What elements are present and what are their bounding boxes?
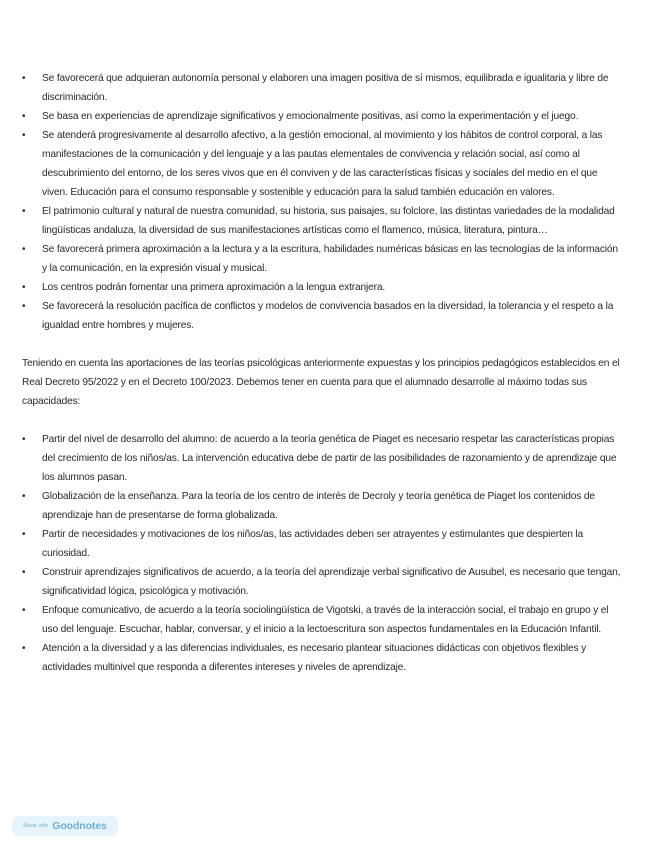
principles-list [22, 69, 622, 335]
spacer [22, 335, 622, 354]
list-item: • Se favorecerá que adquieran autonomía personal y elaboren una imagen positiva de sí mismos, equilibrada e igualitaria y libre de discriminación. [22, 69, 622, 107]
badge-brand: Goodnotes [52, 820, 107, 832]
list-item: • Se favorecerá la resolución pacífica de conflictos y modelos de convivencia basados en la diversidad, la tolerancia y el respeto a la igualdad entre hombres y mujeres. [22, 297, 622, 335]
document-content [22, 69, 622, 677]
goodnotes-badge[interactable] [12, 816, 118, 836]
badge-made-with: Made with [23, 823, 49, 829]
list-item: • Construir aprendizajes significativos de acuerdo, a la teoría del aprendizaje verbal significativo de Ausubel, es necesario que tengan, significatividad lógica, psicológica y motivación. [22, 563, 622, 601]
list-item: • Atención a la diversidad y a las diferencias individuales, es necesario plantear situaciones didácticas con objetivos flexibles y actividades multinivel que responda a diferentes intereses y niveles de aprendizaje. [22, 639, 622, 677]
list-item: • Los centros podrán fomentar una primera aproximación a la lengua extranjera. [22, 278, 622, 297]
list-item: • El patrimonio cultural y natural de nuestra comunidad, su historia, sus paisajes, su folclore, las distintas variedades de la modalidad lingüísticas andaluza, la diversidad de sus manifestaciones artísticas como el flamenco, música, literatura, pintura… [22, 202, 622, 240]
list-item: • Se basa en experiencias de aprendizaje significativos y emocionalmente positivas, así como la experimentación y el juego. [22, 107, 622, 126]
methodology-list [22, 430, 622, 677]
intro-paragraph: Teniendo en cuenta las aportaciones de las teorías psicológicas anteriormente expuestas y los principios pedagógicos establecidos en el Real Decreto 95/2022 y en el Decreto 100/2023. Debemos tener en cuenta para que el alumnado desarrolle al máximo todas sus capacidades: [22, 358, 620, 407]
spacer [22, 411, 622, 430]
list-item: • Se favorecerá primera aproximación a la lectura y a la escritura, habilidades numéricas básicas en las tecnologías de la información y la comunicación, en la expresión visual y musical. [22, 240, 622, 278]
list-item: • Se atenderá progresivamente al desarrollo afectivo, a la gestión emocional, al movimiento y los hábitos de control corporal, a las manifestaciones de la comunicación y del lenguaje y a las pautas elementales de convivencia y relación social, así como al descubrimiento del entorno, de los seres vivos que en él conviven y de las características físicas y sociales del medio en el que viven. Educación para el consumo responsable y sostenible y educación para la salud también educación en valores. [22, 126, 622, 202]
list-item: • Partir de necesidades y motivaciones de los niños/as, las actividades deben ser atrayentes y estimulantes que despierten la curiosidad. [22, 525, 622, 563]
list-item: • Partir del nivel de desarrollo del alumno: de acuerdo a la teoría genética de Piaget es necesario respetar las características propias del crecimiento de los niños/as. La intervención educativa debe de partir de las posibilidades de razonamiento y de aprendizaje que los alumnos pasan. [22, 430, 622, 487]
list-item: • Enfoque comunicativo, de acuerdo a la teoría sociolingüística de Vigotski, a través de la interacción social, el trabajo en grupo y el uso del lenguaje. Escuchar, hablar, conversar, y el inicio a la lectoescritura son aspectos fundamentales en la Educación Infantil. [22, 601, 622, 639]
list-item: • Globalización de la enseñanza. Para la teoría de los centro de interés de Decroly y teoría genética de Piaget los contenidos de aprendizaje han de presentarse de forma globalizada. [22, 487, 622, 525]
